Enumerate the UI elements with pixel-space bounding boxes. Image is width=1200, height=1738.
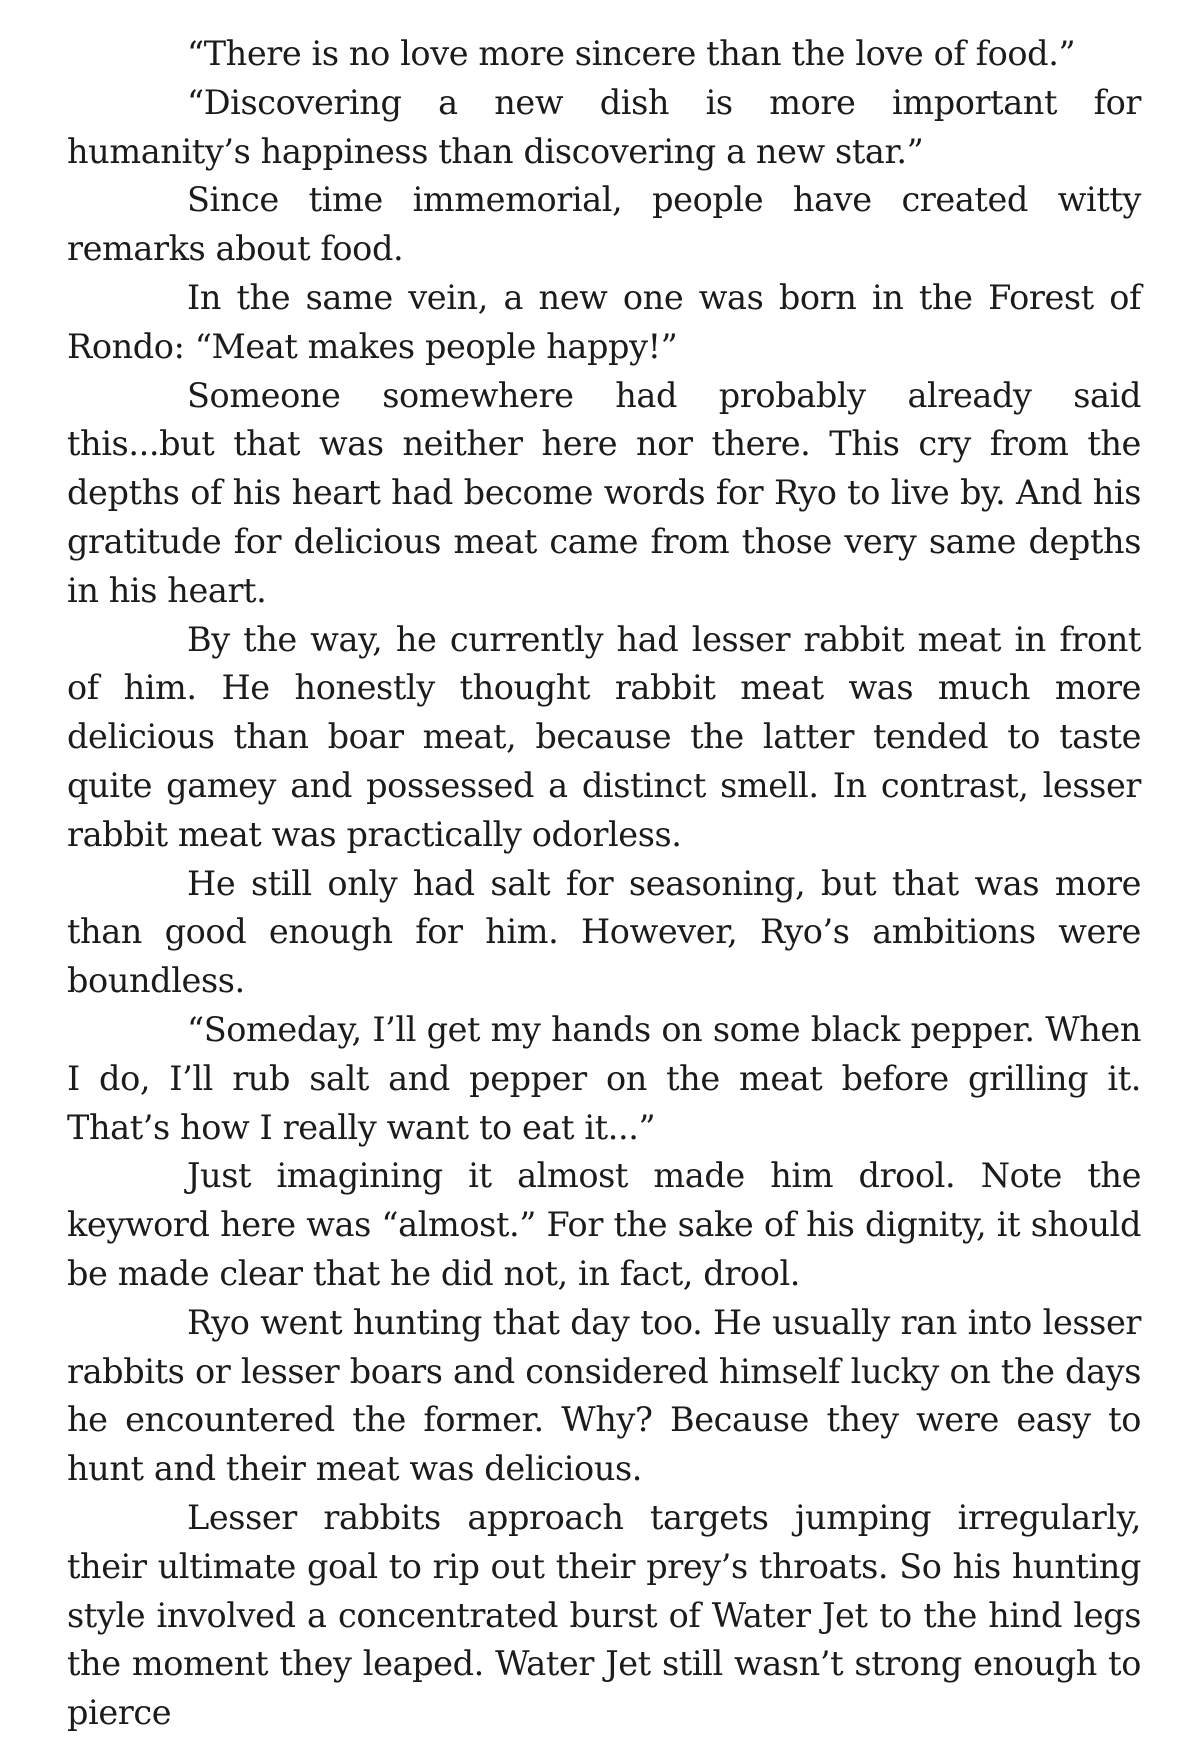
paragraph: Ryo went hunting that day too. He usually ran into lesser rabbits or lesser boars and considered himself lucky on the days he encountered the former. Why? Because they were easy to hunt and their meat was delicious.: [67, 1302, 1141, 1489]
paragraph: “There is no love more sincere than the love of food.”: [187, 34, 1076, 73]
paragraph: Since time immemorial, people have created witty remarks about food.: [67, 180, 1141, 269]
paragraph: “Discovering a new dish is more important for humanity’s happiness than discovering a new star.”: [67, 82, 1141, 171]
page-body: [67, 30, 1141, 1738]
paragraph: In the same vein, a new one was born in the Forest of Rondo: “Meat makes people happy!”: [67, 277, 1141, 366]
paragraph: “Someday, I’ll get my hands on some black pepper. When I do, I’ll rub salt and pepper on the meat before grilling it. That’s how I really want to eat it...”: [67, 1009, 1141, 1147]
paragraph: Just imagining it almost made him drool. Note the keyword here was “almost.” For the sake of his dignity, it should be made clear that he did not, in fact, drool.: [67, 1156, 1141, 1293]
paragraph: By the way, he currently had lesser rabbit meat in front of him. He honestly thought rabbit meat was much more delicious than boar meat, because the latter tended to taste quite gamey and possessed a distinct smell. In contrast, lesser rabbit meat was practically odorless.: [67, 619, 1141, 854]
paragraph: He still only had salt for seasoning, but that was more than good enough for him. However, Ryo’s ambitions were boundless.: [67, 863, 1141, 1001]
paragraph-last: Lesser rabbits approach targets jumping irregularly, their ultimate goal to rip out their prey’s throats. So his hunting style involved a concentrated burst of Water Jet to the hind legs the moment they leaped. Water Jet still wasn’t strong enough to pierce: [67, 1497, 1141, 1733]
paragraph: Someone somewhere had probably already said this...but that was neither here nor there. This cry from the depths of his heart had become words for Ryo to live by. And his gratitude for delicious meat came from those very same depths in his heart.: [67, 375, 1141, 610]
